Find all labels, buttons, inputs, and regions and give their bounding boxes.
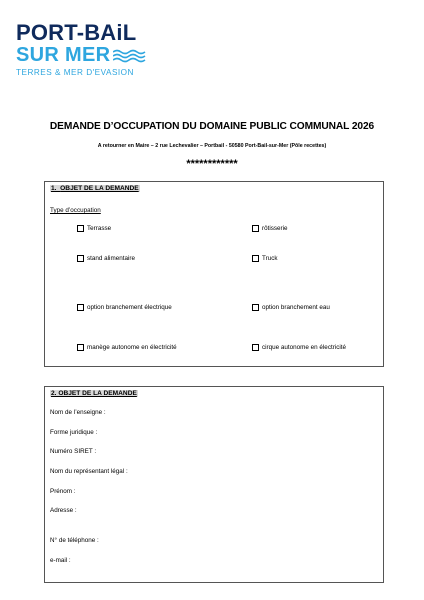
waves-icon: [113, 49, 147, 63]
logo-line2-row: [16, 45, 156, 65]
option-cirque[interactable]: [252, 344, 346, 351]
section1-title: [50, 185, 140, 192]
field-telephone[interactable]: N° de téléphone :: [50, 537, 99, 544]
option-label: stand alimentaire: [87, 255, 135, 262]
checkbox-icon[interactable]: [77, 255, 84, 262]
option-label: Terrasse: [87, 225, 112, 232]
checkbox-icon[interactable]: [252, 304, 259, 311]
field-nom-enseigne[interactable]: Nom de l’enseigne :: [50, 409, 106, 416]
option-label: Truck: [262, 255, 278, 262]
field-adresse[interactable]: Adresse :: [50, 507, 77, 514]
field-numero-siret[interactable]: Numéro SIRET :: [50, 448, 97, 455]
logo-line1: PORT-BAiL: [16, 20, 137, 45]
option-label: manège autonome en électricité: [87, 344, 177, 351]
option-terrasse[interactable]: [77, 225, 111, 232]
return-address: A retourner en Maire – 2 rue Lechevalier – Portbail - 50580 Port-Bail-sur-Mer (Pôle recettes): [97, 143, 327, 149]
option-truck[interactable]: [252, 255, 278, 262]
field-forme-juridique[interactable]: Forme juridique :: [50, 429, 98, 436]
field-representant-legal[interactable]: Nom du représentant légal :: [50, 468, 128, 475]
option-manege[interactable]: [77, 344, 177, 351]
option-branchement-electrique[interactable]: [77, 304, 172, 311]
field-prenom[interactable]: Prénom :: [50, 488, 76, 495]
section1-number: 1.: [51, 185, 57, 192]
option-branchement-eau[interactable]: [252, 304, 330, 311]
section1-title-text: OBJET DE LA DEMANDE: [60, 185, 139, 192]
option-label: option branchement eau: [262, 304, 330, 311]
option-label: rôtisserie: [262, 225, 288, 232]
checkbox-icon[interactable]: [252, 255, 259, 262]
section2-title: 2. OBJET DE LA DEMANDE: [51, 390, 137, 397]
option-label: option branchement électrique: [87, 304, 172, 311]
section1-box: [44, 181, 384, 367]
checkbox-icon[interactable]: [252, 225, 259, 232]
port-bail-logo: [16, 22, 156, 77]
option-stand-alimentaire[interactable]: [77, 255, 135, 262]
checkbox-icon[interactable]: [77, 304, 84, 311]
logo-line2: SUR MER: [16, 44, 111, 66]
field-email[interactable]: e-mail :: [50, 557, 71, 564]
checkbox-icon[interactable]: [252, 344, 259, 351]
type-occupation-label: Type d’occupation: [50, 207, 101, 214]
option-rotisserie[interactable]: [252, 225, 288, 232]
option-label: cirque autonome en électricité: [262, 344, 347, 351]
star-separator: ************: [186, 158, 238, 170]
checkbox-icon[interactable]: [77, 344, 84, 351]
document-title: DEMANDE D’OCCUPATION DU DOMAINE PUBLIC COMMUNAL 2026: [49, 121, 375, 132]
section2-box: [44, 386, 384, 583]
checkbox-icon[interactable]: [77, 225, 84, 232]
logo-tagline: TERRES & MER D'EVASION: [16, 68, 134, 77]
